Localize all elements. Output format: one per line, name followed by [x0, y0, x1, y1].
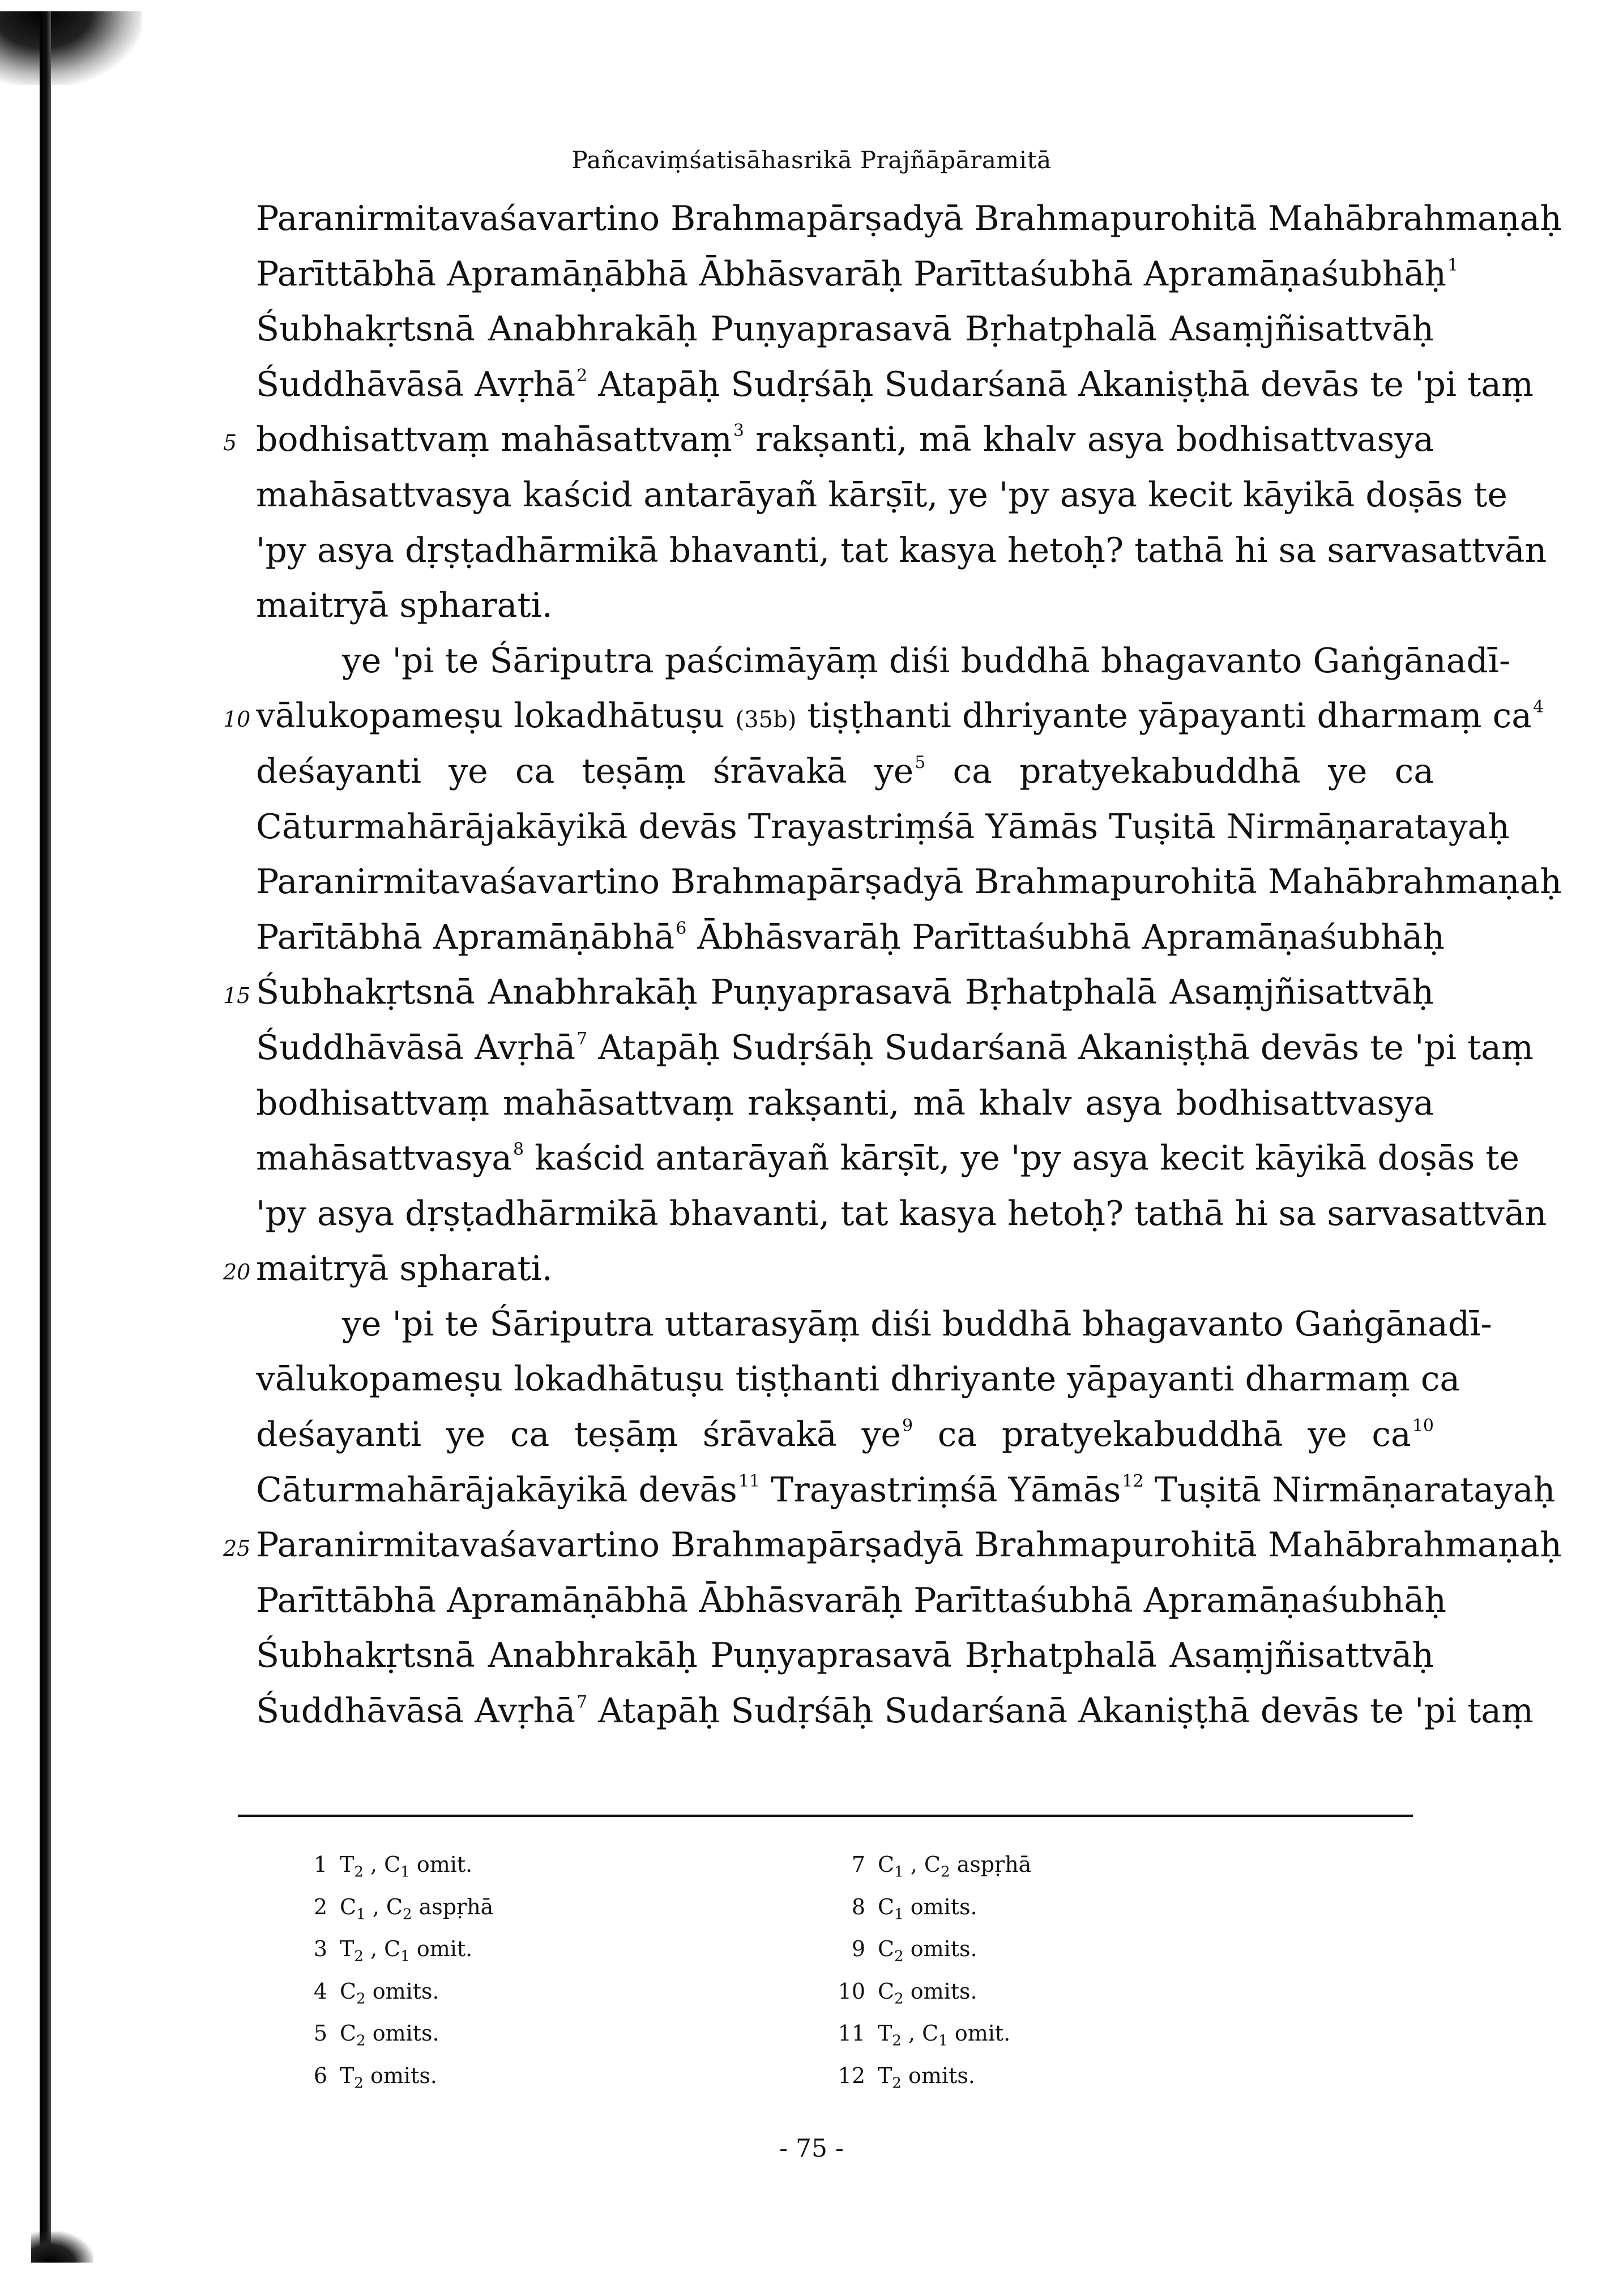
- footnote: [293, 2012, 493, 2055]
- footnote-marker[interactable]: 10: [1412, 1416, 1434, 1436]
- text-segment: Paranirmitavaśavartino Brahmapārṣadyā Brahmapurohitā Mahābrahmaṇaḥ: [256, 862, 1562, 902]
- manuscript-subscript: 1: [400, 1863, 410, 1881]
- manuscript-subscript: 1: [894, 1863, 904, 1881]
- footnote-text: omit.: [947, 2021, 1011, 2046]
- text-line: [256, 1684, 1534, 1739]
- footnote: [293, 1928, 493, 1970]
- footnote-number: 12: [838, 2063, 865, 2088]
- footnote-text: T: [878, 2021, 892, 2046]
- text-line: [256, 247, 1459, 302]
- text-segment: Parīttābhā Apramāṇābhā Ābhāsvarāḥ Parīttaśubhā Apramāṇaśubhāḥ: [256, 254, 1446, 294]
- manuscript-subscript: 2: [354, 1863, 364, 1881]
- text-line: [256, 1628, 1434, 1684]
- footnote-number: 5: [313, 2021, 327, 2046]
- text-line: [256, 578, 1434, 634]
- footnote: [831, 2012, 1031, 2055]
- text-line: [256, 744, 1434, 800]
- text-segment: deśayanti ye ca teṣāṃ śrāvakā ye: [256, 1415, 901, 1455]
- footnote-text: omits.: [365, 2021, 439, 2046]
- text-segment: deśayanti ye ca teṣāṃ śrāvakā ye: [256, 751, 914, 791]
- text-line: [256, 468, 1507, 523]
- line-number: 15: [223, 983, 251, 1009]
- manuscript-subscript: 1: [356, 1906, 366, 1923]
- line-number: 5: [223, 430, 237, 456]
- footnote-marker[interactable]: 8: [513, 1140, 524, 1160]
- footnote: [831, 1886, 1031, 1928]
- footnote-text: , C: [903, 1852, 941, 1877]
- manuscript-subscript: 2: [892, 2032, 902, 2050]
- footnote-text: omit.: [409, 1936, 473, 1961]
- footnote-marker[interactable]: 7: [576, 1028, 588, 1049]
- book-binding-shadow: [40, 11, 51, 2263]
- footnotes-left-column: [293, 1843, 493, 2097]
- text-segment: Śuddhāvāsā Avṛhā: [256, 1691, 576, 1731]
- footnote: [831, 2055, 1031, 2097]
- text-segment: maitryā spharati.: [256, 1249, 553, 1289]
- footnote-text: omits.: [903, 1978, 977, 2004]
- text-line: [256, 302, 1434, 357]
- footnote-text: C: [340, 2021, 357, 2046]
- text-segment: Śubhakṛtsnā Anabhrakāḥ Puṇyaprasavā Bṛhatphalā Asaṃjñisattvāḥ: [256, 309, 1434, 349]
- text-segment: bodhisattvaṃ mahāsattvaṃ rakṣanti, mā khalv asya bodhisattvasya: [256, 1083, 1434, 1123]
- text-segment: Śuddhāvāsā Avṛhā: [256, 1027, 576, 1068]
- footnote-number: 8: [851, 1894, 865, 1919]
- text-line: [223, 412, 1434, 468]
- text-segment: rakṣanti, mā khalv asya bodhisattvasya: [744, 420, 1434, 460]
- line-number: 25: [223, 1536, 251, 1561]
- text-segment: Atapāḥ Sudṛśāḥ Sudarśanā Akaniṣṭhā devās te 'pi taṃ: [587, 1691, 1534, 1731]
- footnote-text: omits.: [901, 2063, 975, 2088]
- manuscript-subscript: 2: [940, 1863, 950, 1881]
- folio-reference: (35b): [735, 707, 797, 733]
- text-segment: ye 'pi te Śāriputra uttarasyāṃ diśi buddhā bhagavanto Gaṅgānadī-: [342, 1304, 1492, 1344]
- manuscript-subscript: 1: [938, 2032, 948, 2050]
- text-segment: bodhisattvaṃ mahāsattvaṃ: [256, 420, 732, 460]
- body-text: [223, 191, 1562, 1739]
- footnote-text: C: [340, 1894, 357, 1919]
- footnote-number: 10: [838, 1978, 865, 2004]
- manuscript-subscript: 1: [894, 1906, 904, 1923]
- footnote-marker[interactable]: 12: [1122, 1471, 1144, 1491]
- footnote-text: omits.: [363, 2063, 437, 2088]
- footnote-number: 2: [313, 1894, 327, 1919]
- footnote: [293, 1843, 493, 1886]
- text-line: [256, 1021, 1534, 1076]
- text-segment: mahāsattvasya kaścid antarāyañ kārṣīt, ye 'py asya kecit kāyikā doṣās te: [256, 475, 1507, 515]
- footnote-text: C: [878, 1978, 895, 2004]
- footnote-rule: [238, 1815, 1413, 1817]
- text-segment: 'py asya dṛṣṭadhārmikā bhavanti, tat kasya hetoḥ? tathā hi sa sarvasattvān: [256, 530, 1547, 570]
- footnote: [293, 1886, 493, 1928]
- manuscript-subscript: 2: [354, 1948, 364, 1965]
- text-line: [256, 1187, 1547, 1242]
- footnote-number: 9: [851, 1936, 865, 1961]
- text-segment: Atapāḥ Sudṛśāḥ Sudarśanā Akaniṣṭhā devās te 'pi taṃ: [587, 364, 1534, 404]
- footnote-text: aspṛhā: [412, 1894, 494, 1919]
- binding-shadow-bottom: [31, 2231, 93, 2263]
- text-segment: 'py asya dṛṣṭadhārmikā bhavanti, tat kasya hetoḥ? tathā hi sa sarvasattvān: [256, 1193, 1547, 1234]
- line-number: 20: [223, 1260, 251, 1285]
- footnote-text: , C: [901, 2021, 939, 2046]
- manuscript-subscript: 1: [400, 1948, 410, 1965]
- footnote-text: C: [878, 1894, 895, 1919]
- manuscript-subscript: 2: [402, 1906, 412, 1923]
- text-line: [256, 357, 1534, 413]
- footnote-text: omits.: [903, 1936, 977, 1961]
- footnote-text: C: [878, 1936, 895, 1961]
- footnote-marker[interactable]: 4: [1532, 697, 1544, 718]
- text-line: [256, 1352, 1460, 1407]
- manuscript-subscript: 2: [356, 2032, 366, 2050]
- text-segment: ye 'pi te Śāriputra paścimāyāṃ diśi buddhā bhagavanto Gaṅgānadī-: [342, 641, 1511, 681]
- binding-shadow-top: [0, 11, 142, 85]
- footnote: [831, 1970, 1031, 2013]
- text-segment: Parītābhā Apramāṇābhā: [256, 917, 675, 957]
- footnote-marker[interactable]: 3: [733, 421, 744, 441]
- text-segment: Cāturmahārājakāyikā devās: [256, 1470, 737, 1510]
- footnote-text: , C: [363, 1852, 401, 1877]
- text-segment: Trayastriṃśā Yāmās: [760, 1470, 1121, 1510]
- manuscript-subscript: 2: [892, 2075, 902, 2092]
- text-line: [256, 1407, 1434, 1463]
- manuscript-subscript: 2: [894, 1948, 904, 1965]
- text-segment: Parīttābhā Apramāṇābhā Ābhāsvarāḥ Parīttaśubhā Apramāṇaśubhāḥ: [256, 1580, 1446, 1620]
- footnote-marker[interactable]: 11: [738, 1471, 761, 1491]
- text-line: [256, 1131, 1520, 1187]
- text-segment: maitryā spharati.: [256, 586, 553, 626]
- footnote-text: T: [340, 1936, 355, 1961]
- footnote-text: T: [340, 2063, 355, 2088]
- text-line: [256, 1573, 1446, 1629]
- footnote-marker[interactable]: 5: [915, 752, 926, 773]
- footnote-text: T: [878, 2063, 892, 2088]
- text-line: [256, 1076, 1434, 1132]
- page-number: - 75 -: [779, 2134, 844, 2163]
- footnote: [293, 2055, 493, 2097]
- footnote-marker[interactable]: 1: [1447, 255, 1459, 275]
- footnote-text: , C: [363, 1936, 401, 1961]
- footnote-text: , C: [365, 1894, 403, 1919]
- footnote: [831, 1843, 1031, 1886]
- footnote: [831, 1928, 1031, 1970]
- text-segment: vālukopameṣu lokadhātuṣu: [256, 696, 736, 736]
- footnote-number: 4: [313, 1978, 327, 2004]
- text-segment: Paranirmitavaśavartino Brahmapārṣadyā Brahmapurohitā Mahābrahmaṇaḥ: [256, 1525, 1562, 1565]
- text-line: [223, 689, 1544, 744]
- footnote-number: 1: [313, 1852, 327, 1877]
- footnote-number: 7: [851, 1852, 865, 1877]
- text-line: [256, 910, 1445, 966]
- text-segment: Tuṣitā Nirmāṇaratayaḥ: [1143, 1470, 1556, 1510]
- text-segment: ca pratyekabuddhā ye ca: [913, 1415, 1411, 1455]
- footnote-marker[interactable]: 2: [576, 365, 588, 386]
- text-segment: Ābhāsvarāḥ Parīttaśubhā Apramāṇaśubhāḥ: [686, 917, 1445, 957]
- manuscript-subscript: 2: [894, 1990, 904, 2008]
- manuscript-subscript: 2: [354, 2075, 364, 2092]
- footnote: [293, 1970, 493, 2013]
- manuscript-subscript: 2: [356, 1990, 366, 2008]
- text-segment: kaścid antarāyañ kārṣīt, ye 'py asya kecit kāyikā doṣās te: [524, 1138, 1520, 1179]
- text-segment: mahāsattvasya: [256, 1138, 512, 1179]
- text-line: [256, 1297, 1492, 1352]
- text-segment: Śubhakṛtsnā Anabhrakāḥ Puṇyaprasavā Bṛhatphalā Asaṃjñisattvāḥ: [256, 1636, 1434, 1676]
- text-segment: Śuddhāvāsā Avṛhā: [256, 364, 576, 404]
- text-line: [256, 191, 1562, 247]
- running-head: Pañcaviṃśatisāhasrikā Prajñāpāramitā: [571, 146, 1052, 174]
- footnote-text: omits.: [903, 1894, 977, 1919]
- footnote-text: T: [340, 1852, 355, 1877]
- footnote-number: 6: [313, 2063, 327, 2088]
- footnote-number: 11: [838, 2021, 865, 2046]
- footnote-text: omit.: [409, 1852, 473, 1877]
- text-line: [256, 634, 1511, 689]
- footnote-text: C: [878, 1852, 895, 1877]
- text-segment: Śubhakṛtsnā Anabhrakāḥ Puṇyaprasavā Bṛhatphalā Asaṃjñisattvāḥ: [256, 972, 1434, 1013]
- footnote-text: C: [340, 1978, 357, 2004]
- text-segment: tiṣṭhanti dhriyante yāpayanti dharmaṃ ca: [796, 696, 1532, 736]
- text-segment: ca pratyekabuddhā ye ca: [925, 751, 1434, 791]
- text-line: [256, 800, 1510, 855]
- footnote-text: aspṛhā: [950, 1852, 1032, 1877]
- footnote-marker[interactable]: 9: [902, 1416, 913, 1436]
- text-segment: Paranirmitavaśavartino Brahmapārṣadyā Brahmapurohitā Mahābrahmaṇaḥ: [256, 199, 1562, 238]
- footnote-marker[interactable]: 6: [676, 918, 687, 938]
- text-segment: vālukopameṣu lokadhātuṣu tiṣṭhanti dhriyante yāpayanti dharmaṃ ca: [256, 1359, 1460, 1399]
- footnote-text: omits.: [365, 1978, 439, 2004]
- text-line: [256, 1463, 1556, 1518]
- text-segment: Cāturmahārājakāyikā devās Trayastriṃśā Yāmās Tuṣitā Nirmāṇaratayaḥ: [256, 806, 1510, 847]
- footnote-marker[interactable]: 7: [576, 1692, 588, 1713]
- footnote-number: 3: [313, 1936, 327, 1961]
- text-line: [256, 855, 1562, 910]
- footnotes-right-column: [831, 1843, 1031, 2097]
- text-segment: Atapāḥ Sudṛśāḥ Sudarśanā Akaniṣṭhā devās te 'pi taṃ: [587, 1027, 1534, 1068]
- text-line: [223, 965, 1434, 1021]
- line-number: 10: [223, 707, 251, 732]
- text-line: [223, 1241, 1434, 1297]
- text-line: [256, 523, 1547, 579]
- text-line: [223, 1518, 1562, 1573]
